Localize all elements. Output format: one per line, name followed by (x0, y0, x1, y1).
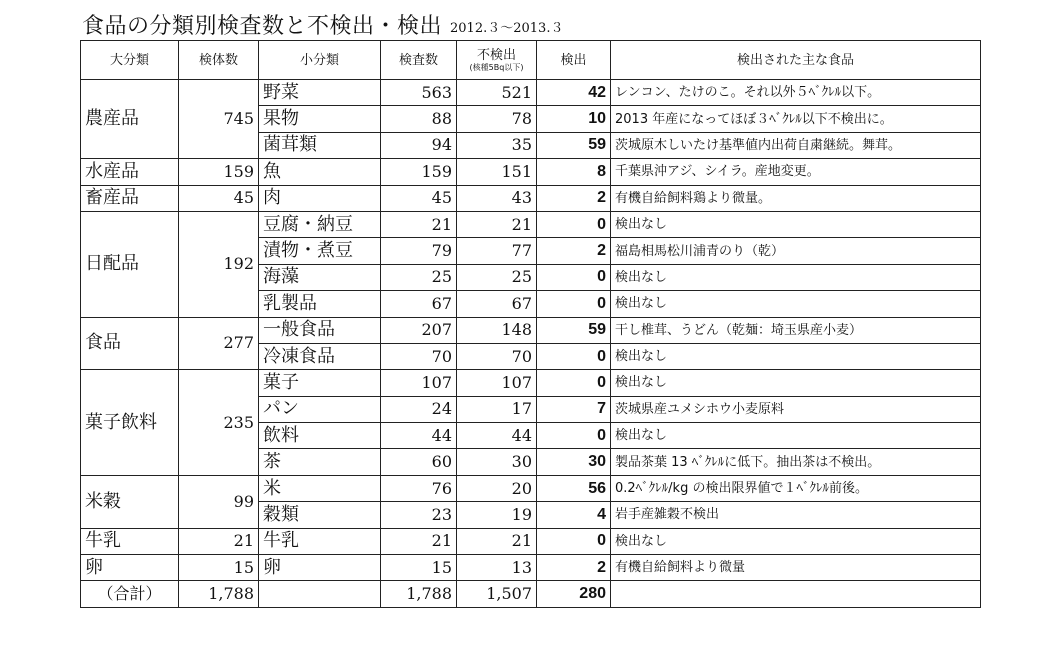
specimens-cell: 45 (179, 185, 259, 211)
table-row (81, 159, 981, 185)
header-not-detected (457, 41, 537, 80)
not-detected-cell: 78 (457, 106, 537, 132)
not-detected-cell: 20 (457, 475, 537, 501)
subcategory-cell: 菌茸類 (259, 132, 381, 158)
subcategory-cell: 野菜 (259, 80, 381, 106)
category-cell: 日配品 (81, 211, 179, 317)
tests-cell: 88 (381, 106, 457, 132)
period-label: 2012.３～2013.３ (450, 21, 564, 36)
not-detected-cell: 21 (457, 211, 537, 237)
header-subcategory: 小分類 (259, 41, 381, 80)
foods-cell: 千葉県沖アジ、シイラ。産地変更。 (611, 159, 981, 185)
specimens-cell: 99 (179, 475, 259, 528)
foods-cell: 検出なし (611, 264, 981, 290)
not-detected-cell: 35 (457, 132, 537, 158)
detected-cell: 0 (537, 291, 611, 317)
not-detected-cell: 521 (457, 80, 537, 106)
not-detected-cell: 43 (457, 185, 537, 211)
header-foods: 検出された主な食品 (611, 41, 981, 80)
tests-cell: 107 (381, 370, 457, 396)
header-tests: 検査数 (381, 41, 457, 80)
tests-cell: 44 (381, 423, 457, 449)
specimens-cell: 159 (179, 159, 259, 185)
table-row (81, 317, 981, 343)
tests-cell: 15 (381, 555, 457, 581)
tests-cell: 207 (381, 317, 457, 343)
foods-cell: 有機自給飼料より微量 (611, 555, 981, 581)
total-specimens: 1,788 (179, 581, 259, 607)
not-detected-cell: 77 (457, 238, 537, 264)
tests-cell: 45 (381, 185, 457, 211)
table-row (81, 185, 981, 211)
not-detected-cell: 107 (457, 370, 537, 396)
detected-cell: 59 (537, 132, 611, 158)
total-tests: 1,788 (381, 581, 457, 607)
foods-cell: 検出なし (611, 211, 981, 237)
foods-cell: 検出なし (611, 291, 981, 317)
tests-cell: 60 (381, 449, 457, 475)
specimens-cell: 21 (179, 528, 259, 554)
subcategory-cell: パン (259, 396, 381, 422)
specimens-cell: 192 (179, 211, 259, 317)
not-detected-cell: 17 (457, 396, 537, 422)
table-row (81, 555, 981, 581)
foods-cell: 検出なし (611, 528, 981, 554)
tests-cell: 76 (381, 475, 457, 501)
subcategory-cell: 冷凍食品 (259, 343, 381, 369)
foods-cell: 0.2ﾍﾞｸﾚﾙ/kg の検出限界値で１ﾍﾞｸﾚﾙ前後。 (611, 475, 981, 501)
detected-cell: 2 (537, 238, 611, 264)
detected-cell: 7 (537, 396, 611, 422)
total-label: （合計） (81, 581, 179, 607)
category-cell: 米穀 (81, 475, 179, 528)
not-detected-cell: 30 (457, 449, 537, 475)
not-detected-cell: 148 (457, 317, 537, 343)
subcategory-cell: 茶 (259, 449, 381, 475)
table-row (81, 370, 981, 396)
foods-cell: 検出なし (611, 370, 981, 396)
detected-cell: 2 (537, 185, 611, 211)
foods-cell: 福島相馬松川浦青のり（乾） (611, 238, 981, 264)
foods-cell: 製品茶葉 13 ﾍﾞｸﾚﾙに低下。抽出茶は不検出。 (611, 449, 981, 475)
detected-cell: 4 (537, 502, 611, 528)
not-detected-cell: 13 (457, 555, 537, 581)
detected-cell: 59 (537, 317, 611, 343)
foods-cell: レンコン、たけのこ。それ以外５ﾍﾞｸﾚﾙ以下。 (611, 80, 981, 106)
detected-cell: 2 (537, 555, 611, 581)
subcategory-cell: 乳製品 (259, 291, 381, 317)
detected-cell: 0 (537, 528, 611, 554)
tests-cell: 24 (381, 396, 457, 422)
header-category: 大分類 (81, 41, 179, 80)
total-subcategory-empty (259, 581, 381, 607)
table-row (81, 475, 981, 501)
not-detected-cell: 70 (457, 343, 537, 369)
subcategory-cell: 果物 (259, 106, 381, 132)
header-not-detected-note: (核種5Bq以下) (469, 62, 524, 72)
total-foods-empty (611, 581, 981, 607)
tests-cell: 21 (381, 211, 457, 237)
tests-cell: 79 (381, 238, 457, 264)
header-row (81, 41, 981, 80)
subcategory-cell: 飲料 (259, 423, 381, 449)
detected-cell: 30 (537, 449, 611, 475)
detected-cell: 0 (537, 423, 611, 449)
specimens-cell: 745 (179, 80, 259, 159)
table-body (81, 80, 981, 608)
specimens-cell: 235 (179, 370, 259, 476)
total-row (81, 581, 981, 607)
detected-cell: 42 (537, 80, 611, 106)
total-not-detected: 1,507 (457, 581, 537, 607)
subcategory-cell: 菓子 (259, 370, 381, 396)
category-cell: 畜産品 (81, 185, 179, 211)
table-row (81, 211, 981, 237)
detected-cell: 8 (537, 159, 611, 185)
table-row (81, 80, 981, 106)
not-detected-cell: 21 (457, 528, 537, 554)
subcategory-cell: 穀類 (259, 502, 381, 528)
foods-cell: 有機自給飼料鶏より微量。 (611, 185, 981, 211)
subcategory-cell: 漬物・煮豆 (259, 238, 381, 264)
tests-cell: 23 (381, 502, 457, 528)
tests-cell: 563 (381, 80, 457, 106)
subcategory-cell: 豆腐・納豆 (259, 211, 381, 237)
not-detected-cell: 19 (457, 502, 537, 528)
inspection-table (80, 40, 981, 608)
subcategory-cell: 海藻 (259, 264, 381, 290)
subcategory-cell: 魚 (259, 159, 381, 185)
detected-cell: 10 (537, 106, 611, 132)
category-cell: 牛乳 (81, 528, 179, 554)
detected-cell: 56 (537, 475, 611, 501)
foods-cell: 茨城原木しいたけ基準値内出荷自粛継続。舞茸。 (611, 132, 981, 158)
tests-cell: 21 (381, 528, 457, 554)
category-cell: 卵 (81, 555, 179, 581)
foods-cell: 岩手産雑穀不検出 (611, 502, 981, 528)
subcategory-cell: 肉 (259, 185, 381, 211)
subcategory-cell: 一般食品 (259, 317, 381, 343)
not-detected-cell: 44 (457, 423, 537, 449)
specimens-cell: 15 (179, 555, 259, 581)
detected-cell: 0 (537, 370, 611, 396)
category-cell: 菓子飲料 (81, 370, 179, 476)
total-detected: 280 (537, 581, 611, 607)
foods-cell: 2013 年産になってほぼ３ﾍﾞｸﾚﾙ以下不検出に。 (611, 106, 981, 132)
subcategory-cell: 米 (259, 475, 381, 501)
header-detected: 検出 (537, 41, 611, 80)
subcategory-cell: 卵 (259, 555, 381, 581)
tests-cell: 25 (381, 264, 457, 290)
foods-cell: 茨城県産ユメシホウ小麦原料 (611, 396, 981, 422)
not-detected-cell: 67 (457, 291, 537, 317)
subcategory-cell: 牛乳 (259, 528, 381, 554)
category-cell: 農産品 (81, 80, 179, 159)
tests-cell: 159 (381, 159, 457, 185)
header-specimens: 検体数 (179, 41, 259, 80)
tests-cell: 94 (381, 132, 457, 158)
not-detected-cell: 151 (457, 159, 537, 185)
foods-cell: 検出なし (611, 423, 981, 449)
category-cell: 食品 (81, 317, 179, 370)
detected-cell: 0 (537, 264, 611, 290)
title-row (82, 6, 563, 40)
page-title: 食品の分類別検査数と不検出・検出 (82, 14, 443, 39)
detected-cell: 0 (537, 211, 611, 237)
specimens-cell: 277 (179, 317, 259, 370)
category-cell: 水産品 (81, 159, 179, 185)
detected-cell: 0 (537, 343, 611, 369)
foods-cell: 干し椎茸、うどん（乾麺：埼玉県産小麦） (611, 317, 981, 343)
table-row (81, 528, 981, 554)
tests-cell: 67 (381, 291, 457, 317)
not-detected-cell: 25 (457, 264, 537, 290)
header-not-detected-label: 不検出 (476, 47, 516, 63)
tests-cell: 70 (381, 343, 457, 369)
foods-cell: 検出なし (611, 343, 981, 369)
